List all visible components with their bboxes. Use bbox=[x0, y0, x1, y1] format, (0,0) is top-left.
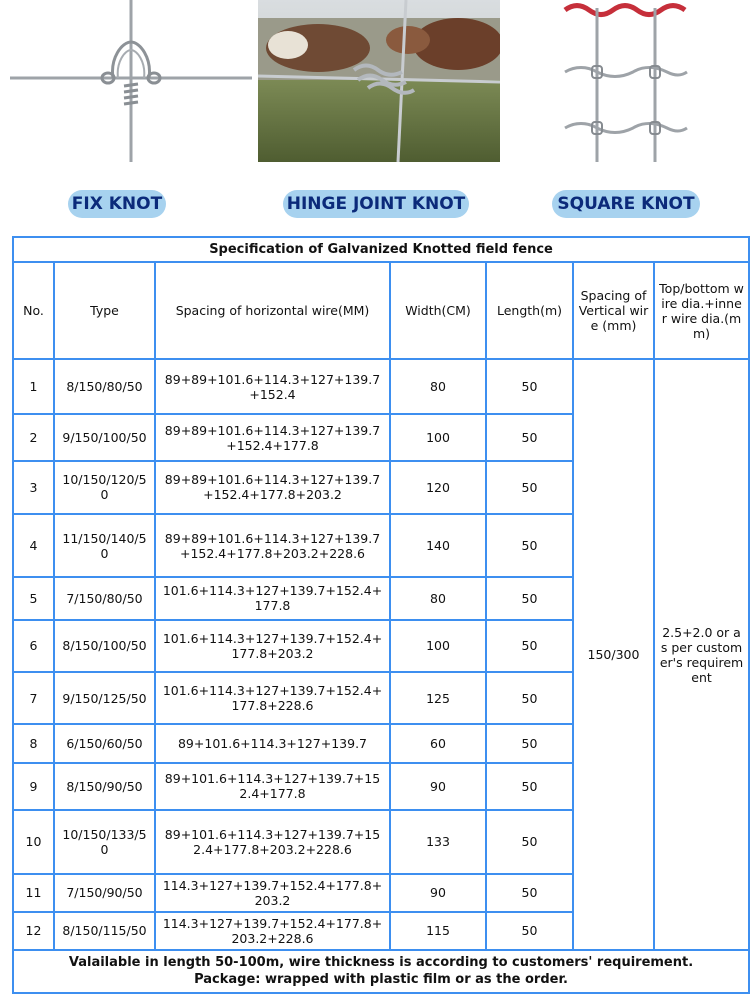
header-width: Width(CM) bbox=[390, 262, 486, 360]
row-width: 100 bbox=[390, 414, 486, 461]
row-type: 11/150/140/50 bbox=[54, 514, 155, 578]
table-header-row bbox=[13, 262, 749, 360]
row-type: 7/150/80/50 bbox=[54, 577, 155, 619]
row-width: 90 bbox=[390, 763, 486, 810]
row-width: 80 bbox=[390, 359, 486, 414]
spacing-vertical-value: 150/300 bbox=[573, 359, 654, 949]
row-spacing-horizontal: 89+89+101.6+114.3+127+139.7+152.4+177.8+203.2 bbox=[155, 461, 390, 513]
row-spacing-horizontal: 89+89+101.6+114.3+127+139.7+152.4 bbox=[155, 359, 390, 414]
row-width: 140 bbox=[390, 514, 486, 578]
row-no: 9 bbox=[13, 763, 54, 810]
square-knot-photo bbox=[555, 0, 695, 162]
row-spacing-horizontal: 89+101.6+114.3+127+139.7+152.4+177.8 bbox=[155, 763, 390, 810]
header-spacing-horizontal: Spacing of horizontal wire(MM) bbox=[155, 262, 390, 360]
row-type: 9/150/100/50 bbox=[54, 414, 155, 461]
wire-diameter-value: 2.5+2.0 or as per customer's requirement bbox=[654, 359, 749, 949]
row-width: 80 bbox=[390, 577, 486, 619]
row-no: 7 bbox=[13, 672, 54, 724]
row-width: 60 bbox=[390, 724, 486, 762]
row-spacing-horizontal: 101.6+114.3+127+139.7+152.4+177.8+228.6 bbox=[155, 672, 390, 724]
row-spacing-horizontal: 89+101.6+114.3+127+139.7 bbox=[155, 724, 390, 762]
row-no: 10 bbox=[13, 810, 54, 874]
row-type: 8/150/90/50 bbox=[54, 763, 155, 810]
row-length: 50 bbox=[486, 874, 573, 912]
row-no: 2 bbox=[13, 414, 54, 461]
row-width: 100 bbox=[390, 620, 486, 672]
row-width: 125 bbox=[390, 672, 486, 724]
row-length: 50 bbox=[486, 620, 573, 672]
header-type: Type bbox=[54, 262, 155, 360]
row-width: 90 bbox=[390, 874, 486, 912]
row-no: 1 bbox=[13, 359, 54, 414]
row-length: 50 bbox=[486, 514, 573, 578]
row-length: 50 bbox=[486, 763, 573, 810]
row-type: 9/150/125/50 bbox=[54, 672, 155, 724]
fix-knot-photo bbox=[10, 0, 252, 162]
row-no: 8 bbox=[13, 724, 54, 762]
row-spacing-horizontal: 101.6+114.3+127+139.7+152.4+177.8 bbox=[155, 577, 390, 619]
table-footer bbox=[13, 950, 749, 993]
header-wire-diameter: Top/bottom wire dia.+inner wire dia.(mm) bbox=[654, 262, 749, 360]
row-type: 6/150/60/50 bbox=[54, 724, 155, 762]
header-spacing-vertical: Spacing of Vertical wire (mm) bbox=[573, 262, 654, 360]
row-spacing-horizontal: 101.6+114.3+127+139.7+152.4+177.8+203.2 bbox=[155, 620, 390, 672]
knot-photos bbox=[0, 0, 750, 165]
row-length: 50 bbox=[486, 577, 573, 619]
header-no: No. bbox=[13, 262, 54, 360]
row-spacing-horizontal: 89+89+101.6+114.3+127+139.7+152.4+177.8+203.2+228.6 bbox=[155, 514, 390, 578]
table-row bbox=[13, 359, 749, 414]
row-no: 6 bbox=[13, 620, 54, 672]
row-spacing-horizontal: 114.3+127+139.7+152.4+177.8+203.2 bbox=[155, 874, 390, 912]
row-length: 50 bbox=[486, 359, 573, 414]
fix-knot-label: FIX KNOT bbox=[68, 190, 166, 218]
hinge-joint-knot-label: HINGE JOINT KNOT bbox=[283, 190, 469, 218]
row-type: 10/150/133/50 bbox=[54, 810, 155, 874]
hinge-joint-knot-photo bbox=[258, 0, 500, 162]
footer-availability-note: Valailable in length 50-100m, wire thickness is according to customers' requirement. bbox=[68, 955, 694, 971]
table-title: Specification of Galvanized Knotted field fence bbox=[13, 237, 749, 262]
row-no: 11 bbox=[13, 874, 54, 912]
row-no: 4 bbox=[13, 514, 54, 578]
row-no: 5 bbox=[13, 577, 54, 619]
row-type: 7/150/90/50 bbox=[54, 874, 155, 912]
row-type: 8/150/100/50 bbox=[54, 620, 155, 672]
row-width: 115 bbox=[390, 912, 486, 950]
row-length: 50 bbox=[486, 810, 573, 874]
footer-package-note: Package: wrapped with plastic film or as the order. bbox=[194, 972, 568, 988]
row-type: 8/150/80/50 bbox=[54, 359, 155, 414]
row-length: 50 bbox=[486, 724, 573, 762]
row-type: 8/150/115/50 bbox=[54, 912, 155, 950]
square-knot-label: SQUARE KNOT bbox=[552, 190, 700, 218]
row-spacing-horizontal: 89+89+101.6+114.3+127+139.7+152.4+177.8 bbox=[155, 414, 390, 461]
row-no: 3 bbox=[13, 461, 54, 513]
row-length: 50 bbox=[486, 912, 573, 950]
row-width: 133 bbox=[390, 810, 486, 874]
row-length: 50 bbox=[486, 414, 573, 461]
row-no: 12 bbox=[13, 912, 54, 950]
row-length: 50 bbox=[486, 672, 573, 724]
row-type: 10/150/120/50 bbox=[54, 461, 155, 513]
header-length: Length(m) bbox=[486, 262, 573, 360]
table-footer-row bbox=[13, 950, 749, 993]
row-width: 120 bbox=[390, 461, 486, 513]
row-length: 50 bbox=[486, 461, 573, 513]
row-spacing-horizontal: 89+101.6+114.3+127+139.7+152.4+177.8+203.2+228.6 bbox=[155, 810, 390, 874]
row-spacing-horizontal: 114.3+127+139.7+152.4+177.8+203.2+228.6 bbox=[155, 912, 390, 950]
specification-table bbox=[12, 236, 750, 994]
